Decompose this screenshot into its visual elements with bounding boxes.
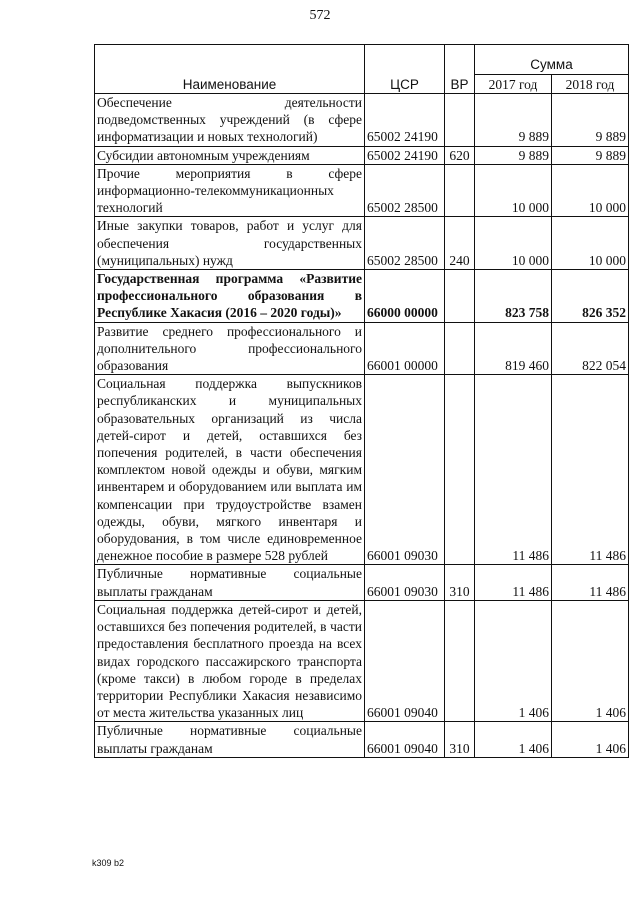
row-vr: [445, 94, 475, 147]
row-name: Социальная поддержка детей-сирот и детей, оставшихся без попечения родителей, в части предоставления бесплатного проезда на всех видах городского пассажирского транспорта (кроме такси) в любом городе в пределах территории Республики Хакасия независимо от места жительства указанных лиц: [95, 600, 365, 721]
row-sum-2018: 11 486: [552, 375, 629, 565]
row-sum-2018: 9 889: [552, 94, 629, 147]
row-name: Прочие мероприятия в сфере информационно-телекоммуникационных технологий: [95, 164, 365, 217]
row-sum-2018: 822 054: [552, 322, 629, 375]
header-year-2018: 2018 год: [552, 74, 629, 93]
row-sum-2017: 1 406: [475, 722, 552, 757]
row-sum-2018: 10 000: [552, 217, 629, 270]
table-row: [95, 94, 629, 147]
row-vr: [445, 322, 475, 375]
row-sum-2017: 9 889: [475, 146, 552, 164]
row-vr: 240: [445, 217, 475, 270]
table-row: [95, 722, 629, 757]
header-sum: Сумма: [475, 45, 629, 75]
table-row: [95, 322, 629, 375]
page-number: 572: [309, 8, 331, 23]
header-csr: ЦСР: [365, 45, 445, 94]
row-sum-2017: 10 000: [475, 217, 552, 270]
row-sum-2018: 1 406: [552, 722, 629, 757]
row-vr: [445, 375, 475, 565]
row-sum-2017: 1 406: [475, 600, 552, 721]
row-sum-2017: 9 889: [475, 94, 552, 147]
row-sum-2018: 10 000: [552, 164, 629, 217]
row-vr: 310: [445, 722, 475, 757]
row-name: Обеспечение деятельности подведомственных учреждений (в сфере информатизации и новых технологий): [95, 94, 365, 147]
row-csr: 66000 00000: [365, 270, 445, 323]
row-vr: [445, 270, 475, 323]
table-header: [95, 45, 629, 94]
row-name: Иные закупки товаров, работ и услуг для обеспечения государственных (муниципальных) нужд: [95, 217, 365, 270]
row-name: Государственная программа «Развитие профессионального образования в Республике Хакасия (2016 – 2020 годы)»: [95, 270, 365, 323]
row-vr: [445, 600, 475, 721]
budget-table: [94, 44, 629, 758]
header-name: Наименование: [95, 45, 365, 94]
footer-code: k309 b2: [92, 858, 125, 868]
row-name: Развитие среднего профессионального и дополнительного профессионального образования: [95, 322, 365, 375]
row-csr: 66001 09040: [365, 600, 445, 721]
row-sum-2017: 10 000: [475, 164, 552, 217]
row-name: Субсидии автономным учреждениям: [95, 146, 365, 164]
table-body: [95, 94, 629, 758]
row-name: Социальная поддержка выпускников республиканских и муниципальных образовательных организаций из числа детей-сирот и детей, оставшихся без попечения родителей, в части обеспечения комплектом новой одежды и обуви, мягким инвентарем и оборудованием или выплата им компенсации при трудоустройстве взамен одежды, обуви, мягкого инвентаря и оборудования, в том числе единовременное денежное пособие в размере 528 рублей: [95, 375, 365, 565]
row-sum-2017: 11 486: [475, 565, 552, 600]
row-sum-2018: 1 406: [552, 600, 629, 721]
row-sum-2018: 11 486: [552, 565, 629, 600]
row-csr: 65002 28500: [365, 164, 445, 217]
table-row: [95, 600, 629, 721]
table-row: [95, 164, 629, 217]
row-csr: 66001 09040: [365, 722, 445, 757]
row-name: Публичные нормативные социальные выплаты гражданам: [95, 722, 365, 757]
table-row: [95, 565, 629, 600]
row-csr: 66001 09030: [365, 565, 445, 600]
header-year-2017: 2017 год: [475, 74, 552, 93]
row-csr: 66001 00000: [365, 322, 445, 375]
row-sum-2017: 823 758: [475, 270, 552, 323]
table-row: [95, 217, 629, 270]
table-row: [95, 270, 629, 323]
row-sum-2017: 819 460: [475, 322, 552, 375]
row-vr: 310: [445, 565, 475, 600]
table-row: [95, 375, 629, 565]
header-vr: ВР: [445, 45, 475, 94]
row-csr: 65002 28500: [365, 217, 445, 270]
row-csr: 65002 24190: [365, 94, 445, 147]
row-sum-2017: 11 486: [475, 375, 552, 565]
row-sum-2018: 826 352: [552, 270, 629, 323]
row-vr: 620: [445, 146, 475, 164]
row-vr: [445, 164, 475, 217]
row-csr: 65002 24190: [365, 146, 445, 164]
row-csr: 66001 09030: [365, 375, 445, 565]
row-sum-2018: 9 889: [552, 146, 629, 164]
table-row: [95, 146, 629, 164]
row-name: Публичные нормативные социальные выплаты гражданам: [95, 565, 365, 600]
